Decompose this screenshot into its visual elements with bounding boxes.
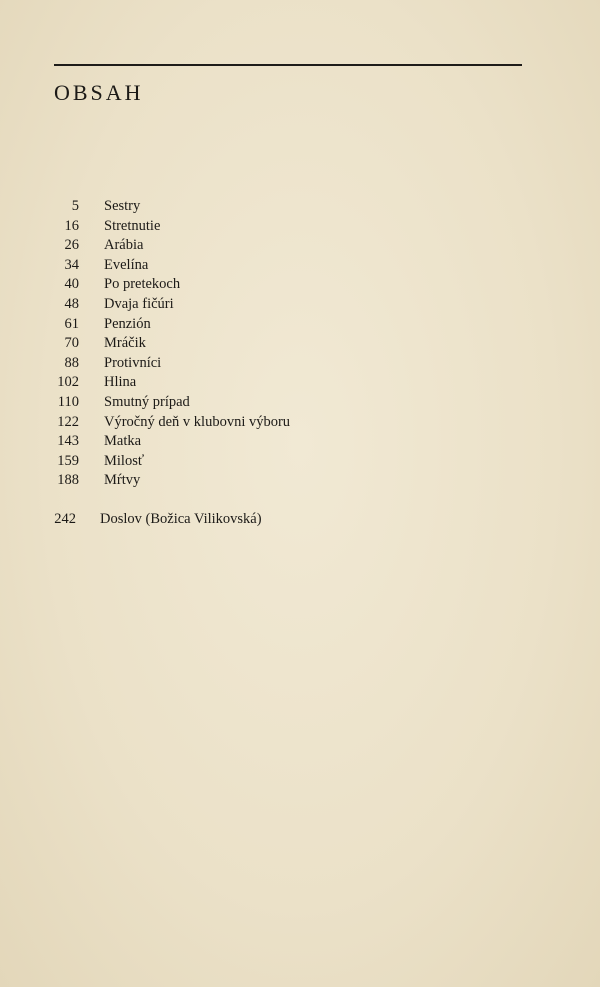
toc-page-number: 242 [54, 510, 76, 527]
toc-page-number: 5 [71, 198, 79, 214]
top-rule [54, 64, 522, 66]
toc-entry [0, 295, 600, 315]
toc-title: Dvaja fičúri [104, 295, 174, 312]
toc-entry-afterword [0, 510, 600, 530]
toc-page-number: 143 [57, 433, 79, 450]
toc-title: Po pretekoch [104, 276, 181, 293]
toc-page-number: 34 [64, 256, 79, 273]
toc-page-number: 40 [64, 276, 79, 293]
toc-entry [0, 275, 600, 295]
toc-entry [0, 393, 600, 413]
toc-spacer [0, 491, 600, 510]
toc-entry [0, 373, 600, 393]
toc-page-number: 26 [64, 237, 79, 254]
toc-entry [0, 217, 600, 237]
toc-page-number: 188 [57, 472, 79, 489]
toc-page-number: 70 [64, 335, 79, 352]
toc-entry [0, 432, 600, 452]
toc-page-number: 16 [64, 217, 79, 234]
toc-title: Evelína [104, 256, 149, 273]
toc-title: Doslov (Božica Vilikovská) [100, 510, 262, 527]
toc-page-number: 110 [57, 393, 79, 410]
toc-page-number: 61 [64, 315, 79, 332]
toc-title: Výročný deň v klubovni výboru [104, 413, 291, 430]
toc-entry [0, 334, 600, 354]
toc-entry [0, 471, 600, 491]
toc-entry [0, 354, 600, 374]
toc-entry [0, 256, 600, 276]
toc-page-number: 88 [64, 354, 79, 371]
page-title: OBSAH [54, 80, 144, 105]
toc-title: Mŕtvy [104, 472, 141, 489]
toc-entry [0, 236, 600, 256]
toc-title: Smutný prípad [104, 393, 190, 410]
toc-title: Hlina [104, 374, 137, 391]
toc-title: Milosť [104, 452, 145, 469]
toc-title: Arábia [104, 237, 144, 254]
table-of-contents [0, 197, 600, 530]
toc-title: Protivníci [104, 354, 162, 371]
toc-title: Stretnutie [104, 217, 161, 234]
toc-title: Matka [104, 433, 142, 450]
toc-entry [0, 413, 600, 433]
toc-page-number: 122 [57, 413, 79, 430]
toc-page-number: 48 [64, 295, 79, 312]
toc-title: Penzión [104, 315, 151, 332]
toc-title: Mráčik [104, 335, 146, 352]
toc-page-number: 159 [57, 452, 79, 469]
toc-entry [0, 315, 600, 335]
toc-entry [0, 197, 600, 217]
toc-entry [0, 452, 600, 472]
toc-page-number: 102 [57, 374, 79, 391]
toc-title: Sestry [104, 198, 141, 214]
